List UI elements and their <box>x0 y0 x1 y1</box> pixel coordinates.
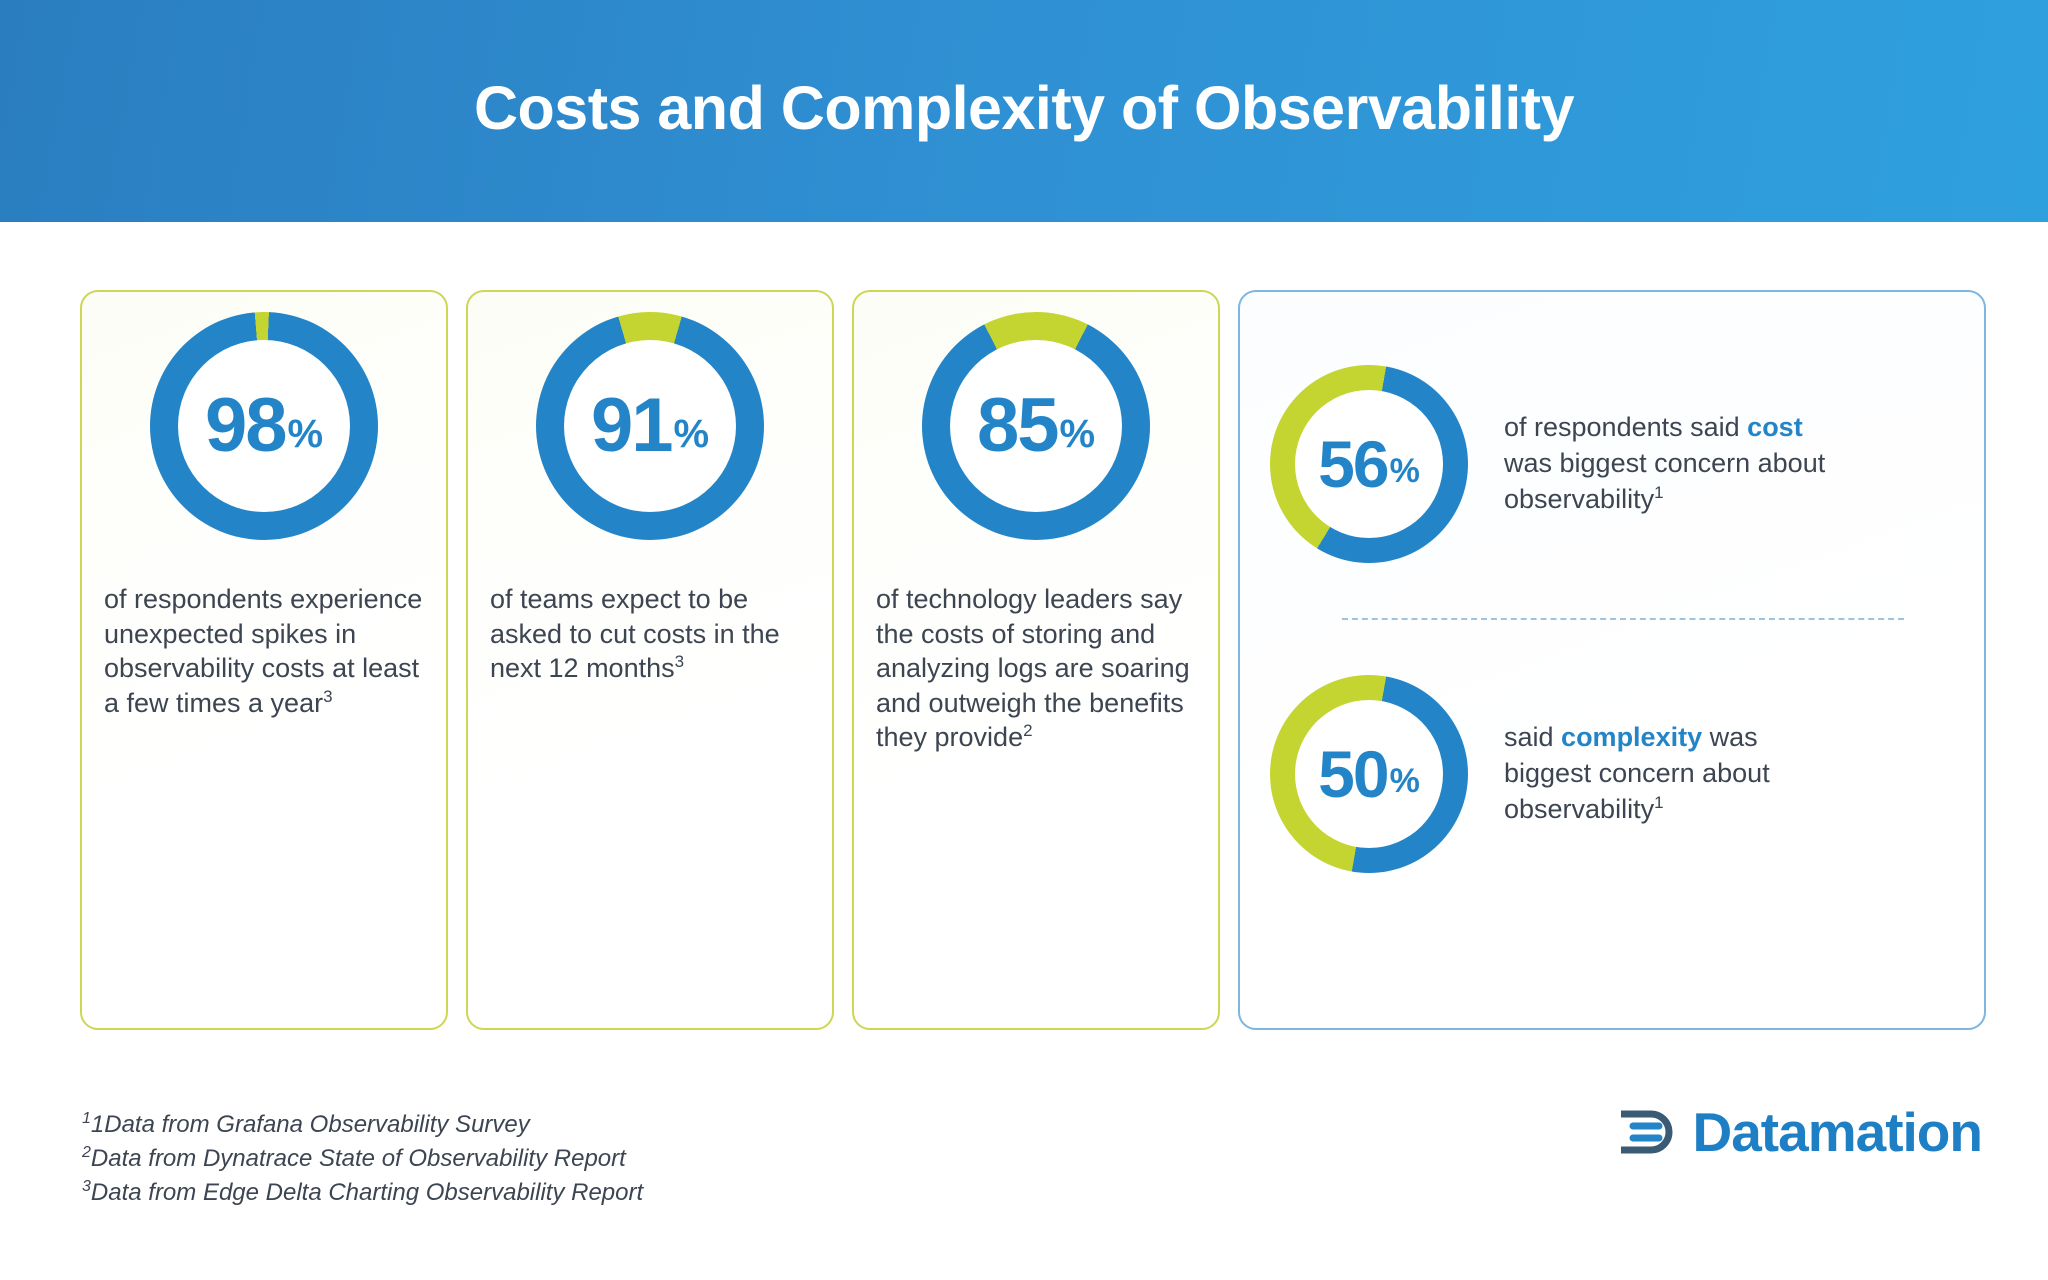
stat-card-85-body: of technology leaders say the costs of storing and analyzing logs are soaring and outweigh the benefits they provide <box>876 584 1190 753</box>
stat-card-98-text <box>104 582 424 720</box>
stat-card-85-text <box>876 582 1196 755</box>
footnote-1-marker: 1 <box>82 1110 91 1127</box>
donut-chart-50 <box>1270 675 1468 873</box>
donut-percent-sign-56: % <box>1389 452 1420 490</box>
stat-card-91-text <box>490 582 810 686</box>
footnote-3 <box>82 1176 643 1210</box>
donut-value-98: 98 <box>204 383 286 468</box>
footnote-2 <box>82 1142 643 1176</box>
donut-percent-sign-50: % <box>1389 762 1420 800</box>
donut-value-50: 50 <box>1318 737 1388 811</box>
panel-row-50-text-part2: was biggest concern about observability <box>1504 722 1770 824</box>
cards-row <box>80 290 1992 1030</box>
panel-row-50 <box>1270 624 1954 924</box>
stat-card-85-footnote-ref: 2 <box>1023 721 1033 741</box>
donut-label-56 <box>1270 365 1468 563</box>
panel-row-56-text <box>1504 410 1834 518</box>
donut-value-85: 85 <box>976 383 1058 468</box>
footnote-3-text: Data from Edge Delta Charting Observability Report <box>90 1179 644 1207</box>
panel-row-50-keyword: complexity <box>1561 722 1703 753</box>
donut-value-56: 56 <box>1318 427 1388 501</box>
footnote-1-text: 1Data from Grafana Observability Survey <box>90 1111 530 1138</box>
donut-percent-sign-85: % <box>1059 412 1096 456</box>
donut-percent-sign-91: % <box>673 412 710 456</box>
donut-label-91 <box>536 312 764 540</box>
brand-logo <box>1613 1100 1983 1164</box>
footnote-1 <box>82 1108 643 1142</box>
donut-wrap-85 <box>876 312 1196 540</box>
donut-chart-85 <box>922 312 1150 540</box>
panel-row-50-text <box>1504 720 1834 828</box>
donut-chart-56 <box>1270 365 1468 563</box>
donut-label-98 <box>150 312 378 540</box>
stat-card-91-body: of teams expect to be asked to cut costs in the next 12 months <box>490 584 780 684</box>
page-title: Costs and Complexity of Observability <box>473 74 1575 142</box>
donut-percent-sign-98: % <box>287 412 324 456</box>
stat-card-98-footnote-ref: 3 <box>323 686 333 706</box>
brand-name: Datamation <box>1692 1101 1982 1163</box>
donut-chart-91 <box>536 312 764 540</box>
footnotes <box>82 1108 643 1210</box>
donut-label-50 <box>1270 675 1468 873</box>
donut-label-85 <box>922 312 1150 540</box>
footnote-2-marker: 2 <box>82 1144 91 1162</box>
panel-row-50-footnote-ref: 1 <box>1654 792 1664 812</box>
stat-card-98 <box>80 290 448 1030</box>
stat-card-91-footnote-ref: 3 <box>674 652 685 672</box>
donut-value-91: 91 <box>590 383 672 468</box>
donut-chart-98 <box>150 312 378 540</box>
panel-divider <box>1342 618 1904 620</box>
panel-row-56-keyword: cost <box>1747 412 1803 443</box>
panel-row-50-text-part1: said <box>1504 722 1562 753</box>
panel-row-56-text-part1: of respondents said <box>1504 412 1748 443</box>
datamation-mark-icon <box>1613 1102 1681 1162</box>
stat-card-85 <box>852 290 1220 1030</box>
footnote-3-marker: 3 <box>82 1178 91 1196</box>
panel-row-56-text-part2: was biggest concern about observability <box>1504 448 1826 514</box>
footnote-2-text: Data from Dynatrace State of Observability Report <box>90 1145 626 1173</box>
panel-row-56 <box>1270 314 1954 614</box>
panel-row-56-footnote-ref: 1 <box>1654 482 1664 502</box>
stat-card-91 <box>466 290 834 1030</box>
donut-wrap-91 <box>490 312 810 540</box>
stat-card-98-body: of respondents experience unexpected spikes in observability costs at least a few times a year <box>104 584 423 718</box>
donut-wrap-98 <box>104 312 424 540</box>
header-banner <box>0 0 2048 222</box>
concerns-panel <box>1238 290 1986 1030</box>
